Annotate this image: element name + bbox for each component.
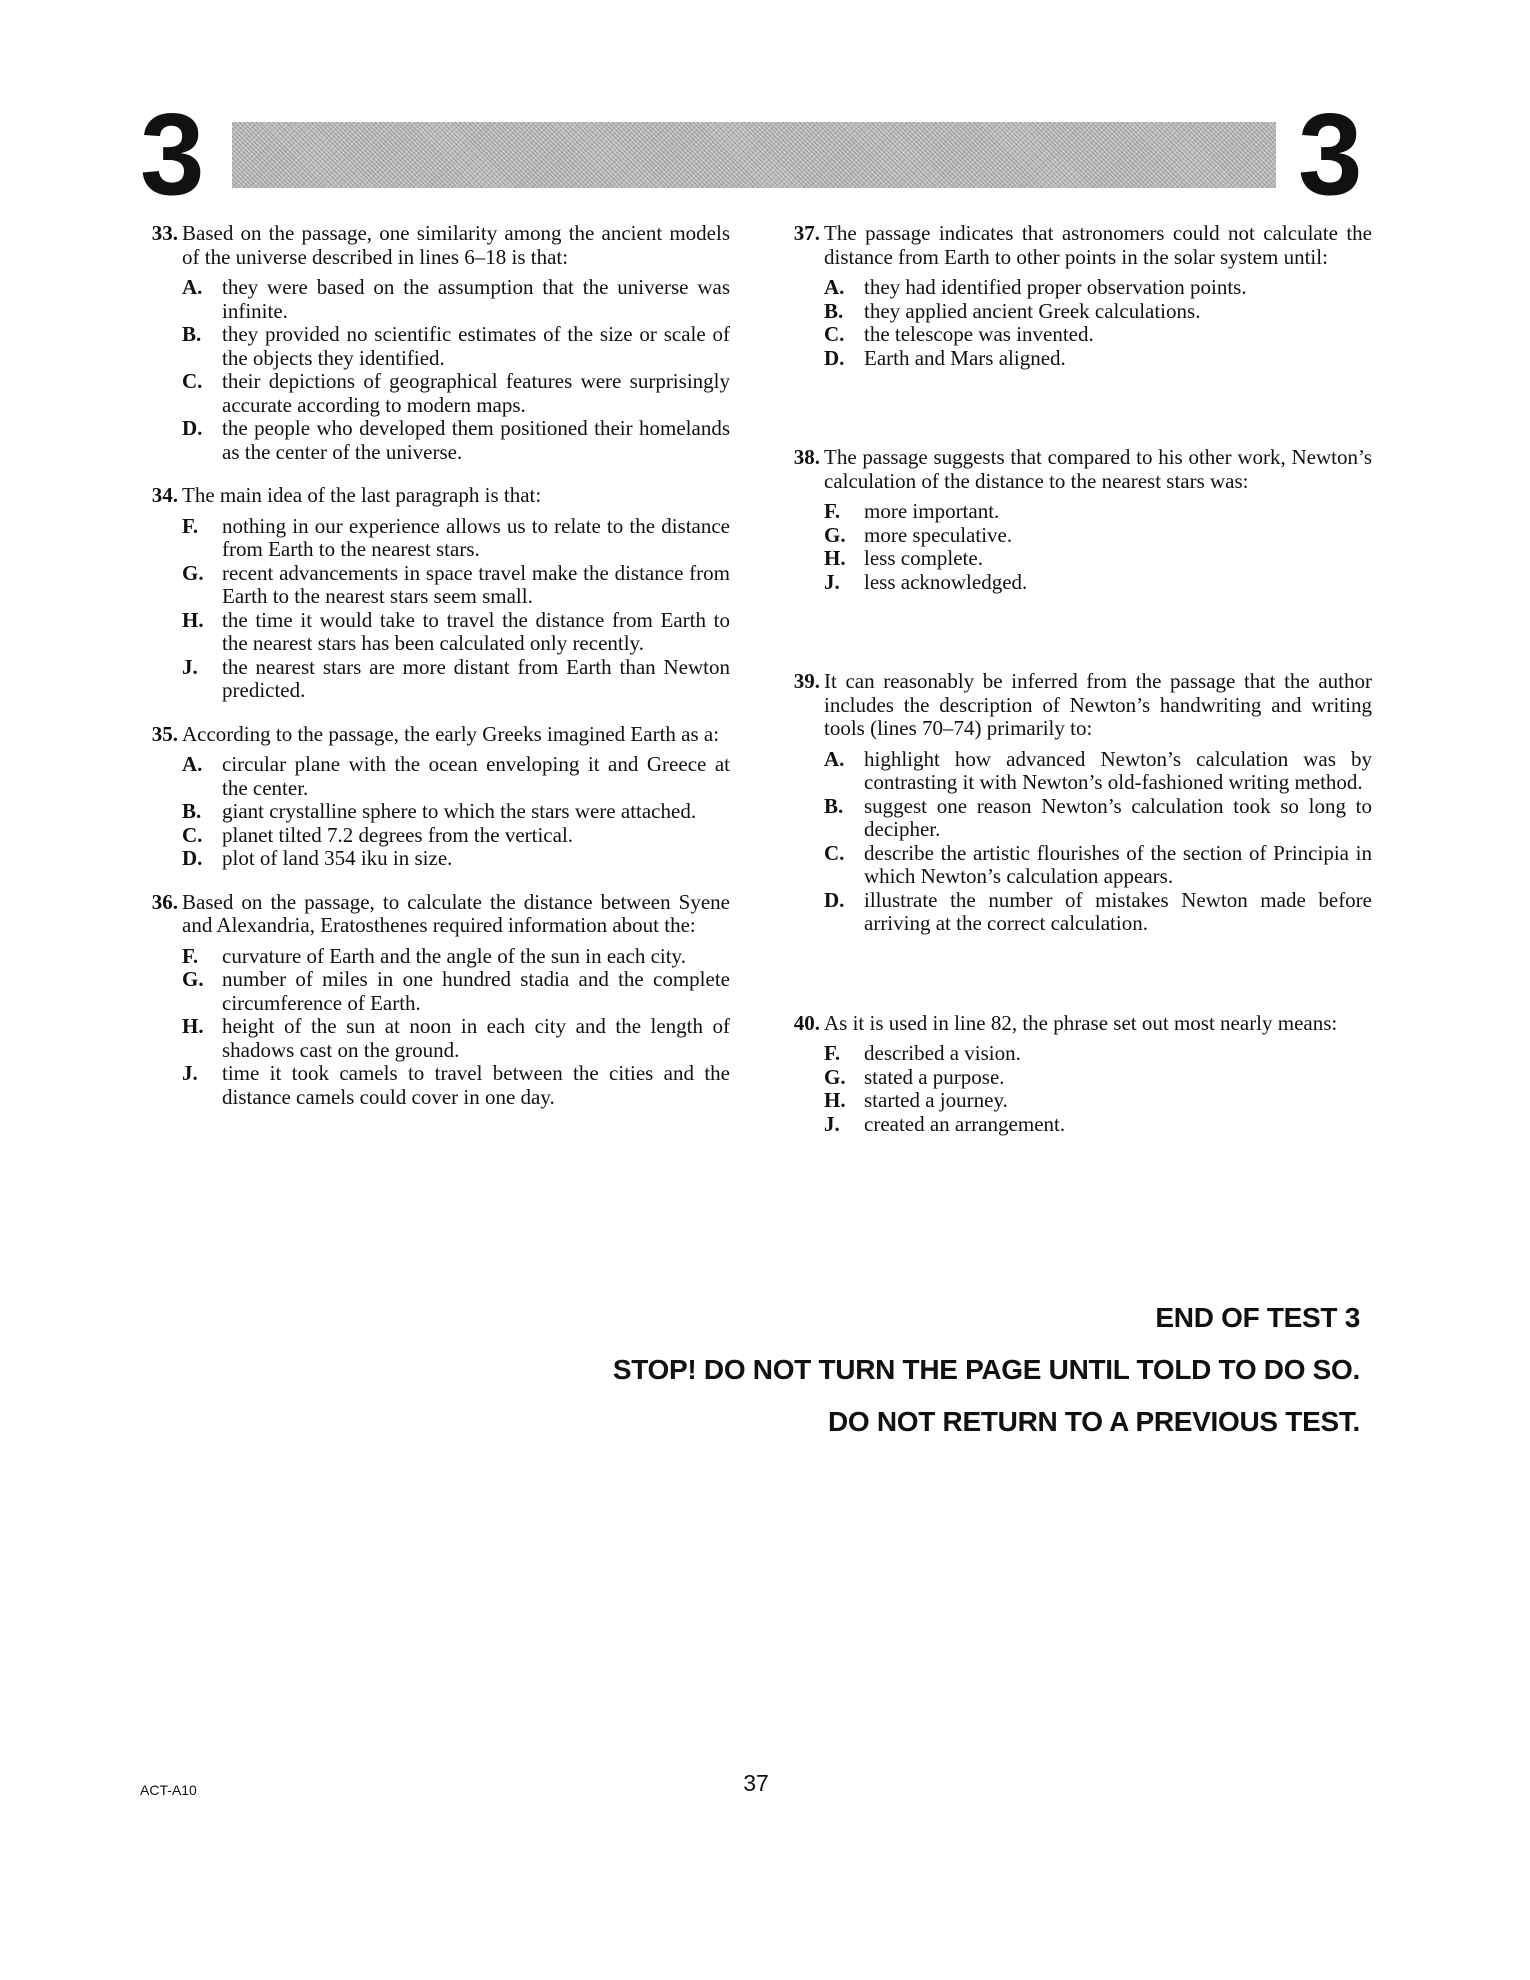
option-text: plot of land 354 iku in size. [222, 846, 453, 870]
option-letter: B. [824, 793, 844, 818]
option-text: time it took camels to travel between the cities and the distance camels could cover in one day. [222, 1061, 730, 1109]
option-text: suggest one reason Newton’s calculation took so long to decipher. [864, 793, 1372, 841]
option-letter: G. [182, 560, 204, 585]
answer-option[interactable] [140, 417, 730, 464]
question-35 [140, 723, 730, 871]
option-letter: B. [182, 799, 202, 823]
option-text: nothing in our experience allows us to relate to the distance from Earth to the nearest stars. [222, 513, 730, 561]
answer-option[interactable] [782, 571, 1372, 595]
option-text: they applied ancient Greek calculations. [864, 298, 1201, 323]
end-of-test-notice [560, 1292, 1360, 1448]
question-stem: As it is used in line 82, the phrase set out most nearly means: [824, 1010, 1338, 1035]
answer-options [140, 753, 730, 871]
option-text: they had identified proper observation points. [864, 275, 1247, 299]
option-text: more speculative. [864, 522, 1013, 547]
answer-option[interactable] [140, 847, 730, 871]
option-letter: G. [824, 522, 846, 547]
answer-options [140, 515, 730, 703]
stop-instruction: STOP! DO NOT TURN THE PAGE UNTIL TOLD TO DO SO. [612, 1354, 1360, 1385]
question-number: 36. [151, 889, 178, 914]
question-number: 33. [151, 221, 178, 245]
answer-option[interactable] [782, 1042, 1372, 1066]
end-of-test-heading: END OF TEST 3 [1155, 1302, 1360, 1333]
answer-options [782, 748, 1372, 936]
option-letter: H. [824, 546, 846, 570]
question-number: 38. [793, 445, 820, 469]
question-stem: The passage indicates that astronomers could not calculate the distance from Earth to other points in the solar system until: [824, 221, 1372, 269]
answer-option[interactable] [140, 968, 730, 1015]
answer-options [782, 276, 1372, 370]
section-number-left: 3 [140, 89, 205, 219]
option-text: more important. [864, 499, 1000, 523]
answer-option[interactable] [782, 795, 1372, 842]
answer-options [140, 945, 730, 1110]
question-33 [140, 222, 730, 464]
question-37 [782, 222, 1372, 370]
answer-options [140, 276, 730, 464]
option-letter: F. [824, 1041, 841, 1065]
option-text: the nearest stars are more distant from Earth than Newton predicted. [222, 654, 730, 702]
option-letter: C. [182, 369, 203, 393]
answer-option[interactable] [140, 370, 730, 417]
answer-option[interactable] [140, 945, 730, 969]
answer-options [782, 1042, 1372, 1136]
option-letter: J. [824, 1111, 840, 1136]
option-text: they were based on the assumption that the universe was infinite. [222, 275, 730, 323]
option-letter: B. [182, 322, 202, 346]
answer-option[interactable] [140, 753, 730, 800]
answer-option[interactable] [140, 609, 730, 656]
answer-option[interactable] [140, 1062, 730, 1109]
option-letter: D. [824, 887, 845, 912]
question-stem: According to the passage, the early Greeks imagined Earth as a: [182, 721, 720, 746]
option-text: created an arrangement. [864, 1111, 1066, 1136]
option-text: height of the sun at noon in each city and the length of shadows cast on the ground. [222, 1014, 730, 1062]
option-text: they provided no scientific estimates of the size or scale of the objects they identified. [222, 322, 730, 370]
option-letter: J. [182, 654, 198, 679]
answer-option[interactable] [782, 500, 1372, 524]
option-letter: D. [182, 846, 203, 870]
form-code: ACT-A10 [140, 1782, 197, 1798]
option-text: giant crystalline sphere to which the stars were attached. [222, 799, 697, 823]
question-number: 35. [151, 721, 178, 746]
option-letter: G. [182, 967, 204, 991]
question-stem: The passage suggests that compared to his other work, Newton’s calculation of the distance to the nearest stars was: [824, 445, 1372, 493]
option-text: circular plane with the ocean enveloping it and Greece at the center. [222, 752, 730, 800]
option-letter: A. [824, 746, 845, 771]
answer-option[interactable] [140, 276, 730, 323]
option-letter: J. [182, 1061, 198, 1085]
answer-option[interactable] [782, 842, 1372, 889]
question-number: 39. [793, 669, 820, 693]
left-column [140, 222, 730, 1109]
question-number: 37. [793, 221, 820, 245]
page-number: 37 [743, 1770, 769, 1796]
answer-option[interactable] [140, 824, 730, 848]
option-letter: A. [182, 752, 203, 776]
option-letter: A. [824, 275, 845, 299]
answer-option[interactable] [782, 1113, 1372, 1137]
answer-option[interactable] [140, 656, 730, 703]
section-header-bar [232, 122, 1276, 188]
answer-option[interactable] [140, 800, 730, 824]
answer-option[interactable] [782, 889, 1372, 936]
answer-option[interactable] [782, 1089, 1372, 1113]
option-letter: D. [182, 416, 203, 440]
question-number: 40. [793, 1010, 820, 1035]
answer-option[interactable] [140, 323, 730, 370]
answer-option[interactable] [782, 276, 1372, 300]
option-letter: F. [824, 499, 841, 523]
option-text: less complete. [864, 546, 983, 570]
answer-option[interactable] [782, 748, 1372, 795]
option-text: the telescope was invented. [864, 322, 1094, 346]
answer-option[interactable] [140, 1015, 730, 1062]
question-34 [140, 484, 730, 703]
option-letter: A. [182, 275, 203, 299]
option-letter: F. [182, 943, 199, 968]
option-text: started a journey. [864, 1088, 1008, 1112]
answer-option[interactable] [140, 562, 730, 609]
answer-option[interactable] [140, 515, 730, 562]
option-letter: H. [182, 1014, 204, 1038]
option-text: highlight how advanced Newton’s calculation was by contrasting it with Newton’s old-fashioned writing method. [864, 746, 1372, 794]
question-36 [140, 891, 730, 1110]
answer-option[interactable] [782, 1066, 1372, 1090]
option-text: planet tilted 7.2 degrees from the vertical. [222, 822, 574, 847]
option-text: the people who developed them positioned their homelands as the center of the universe. [222, 416, 730, 464]
question-stem: Based on the passage, to calculate the distance between Syene and Alexandria, Eratosthenes required information about the: [182, 889, 730, 937]
answer-options [782, 500, 1372, 594]
answer-option[interactable] [782, 547, 1372, 571]
option-text: the time it would take to travel the distance from Earth to the nearest stars has been calculated only recently. [222, 607, 730, 655]
option-letter: C. [824, 840, 845, 865]
option-letter: H. [824, 1088, 846, 1112]
option-letter: C. [824, 322, 845, 346]
answer-option[interactable] [782, 323, 1372, 347]
option-text: curvature of Earth and the angle of the sun in each city. [222, 943, 686, 968]
question-stem: The main idea of the last paragraph is that: [182, 483, 542, 507]
option-text: their depictions of geographical features were surprisingly accurate according to modern maps. [222, 369, 730, 417]
question-39 [782, 670, 1372, 936]
section-number-right: 3 [1298, 89, 1363, 219]
question-40 [782, 1012, 1372, 1137]
option-letter: H. [182, 607, 204, 632]
option-text: recent advancements in space travel make the distance from Earth to the nearest stars seem small. [222, 560, 730, 608]
option-text: described a vision. [864, 1041, 1021, 1065]
option-letter: F. [182, 513, 199, 538]
option-letter: B. [824, 298, 844, 323]
option-text: less acknowledged. [864, 569, 1028, 594]
option-text: number of miles in one hundred stadia and the complete circumference of Earth. [222, 967, 730, 1015]
question-stem: It can reasonably be inferred from the passage that the author includes the description of Newton’s handwriting and writing tools (lines 70–74) primarily to: [824, 669, 1372, 740]
option-text: illustrate the number of mistakes Newton made before arriving at the correct calculation. [864, 887, 1372, 935]
option-letter: G. [824, 1064, 846, 1089]
question-stem: Based on the passage, one similarity among the ancient models of the universe described in lines 6–18 is that: [182, 221, 730, 269]
option-text: stated a purpose. [864, 1064, 1005, 1089]
answer-option[interactable] [782, 300, 1372, 324]
question-number: 34. [151, 483, 178, 507]
answer-option[interactable] [782, 524, 1372, 548]
option-text: describe the artistic flourishes of the section of Principia in which Newton’s calculation appears. [864, 840, 1372, 888]
option-letter: J. [824, 569, 840, 594]
option-text: Earth and Mars aligned. [864, 345, 1066, 370]
option-letter: D. [824, 345, 845, 370]
option-letter: C. [182, 822, 203, 847]
answer-option[interactable] [782, 347, 1372, 371]
right-column [782, 222, 1372, 1136]
no-return-instruction: DO NOT RETURN TO A PREVIOUS TEST. [828, 1406, 1360, 1437]
question-38 [782, 446, 1372, 594]
